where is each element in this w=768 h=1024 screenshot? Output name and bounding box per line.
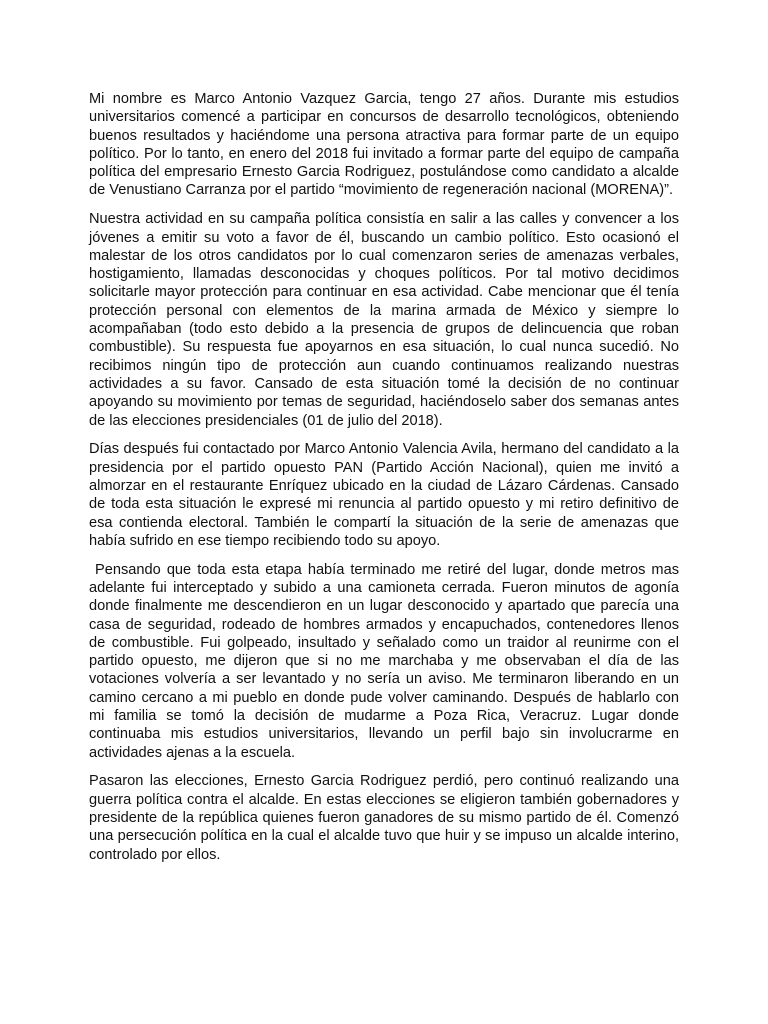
paragraph-4: Pensando que toda esta etapa había terminado me retiré del lugar, donde metros mas adelante fui interceptado y subido a una camioneta cerrada. Fueron minutos de agonía donde finalmente me descendieron en un lugar desconocido y apartado que parecía una casa de seguridad, rodeado de hombres armados y encapuchados, contenedores llenos de combustible. Fui golpeado, insultado y señalado como un traidor al reunirme con el partido opuesto, me dijeron que si no me marchaba y me observaban el día de las votaciones volvería a ser levantado y no sería un aviso. Me terminaron liberando en un camino cercano a mi pueblo en donde pude volver caminando. Después de hablarlo con mi familia se tomó la decisión de mudarme a Poza Rica, Veracruz. Lugar donde continuaba mis estudios universitarios, llevando un perfil bajo sin involucrarme en actividades ajenas a la escuela. bbox=[89, 561, 684, 761]
paragraph-3: Días después fui contactado por Marco Antonio Valencia Avila, hermano del candidato a la presidencia por el partido opuesto PAN (Partido Acción Nacional), quien me invitó a almorzar en el restaurante Enríquez ubicado en la ciudad de Lázaro Cárdenas. Cansado de toda esta situación le expresé mi renuncia al partido opuesto y mi retiro definitivo de esa contienda electoral. También le compartí la situación de la serie de amenazas que había sufrido en ese tiempo recibiendo todo su apoyo. bbox=[89, 441, 679, 549]
document-body bbox=[89, 90, 684, 874]
paragraph-2: Nuestra actividad en su campaña política consistía en salir a las calles y convencer a los jóvenes a emitir su voto a favor de él, buscando un cambio político. Esto ocasionó el malestar de los otros candidatos por lo cual comenzaron series de amenazas verbales, hostigamiento, llamadas desconocidas y choques políticos. Por tal motivo decidimos solicitarle mayor protección para continuar en esa actividad. Cabe mencionar que él tenía protección personal con elementos de la marina armada de México y siempre lo acompañaban (todo esto debido a la presencia de grupos de delincuencia que roban combustible). Su respuesta fue apoyarnos en esa situación, lo cual nunca sucedió. No recibimos ningún tipo de protección aun cuando continuamos realizando nuestras actividades a su favor. Cansado de esta situación tomé la decisión de no continuar apoyando su movimiento por temas de seguridad, haciéndoselo saber dos semanas antes de las elecciones presidenciales (01 de julio del 2018). bbox=[89, 211, 679, 429]
paragraph-5: Pasaron las elecciones, Ernesto Garcia Rodriguez perdió, pero continuó realizando una guerra política contra el alcalde. En estas elecciones se eligieron también gobernadores y presidente de la república quienes fueron ganadores de su mismo partido de él. Comenzó una persecución política en la cual el alcalde tuvo que huir y se impuso un alcalde interino, controlado por ellos. bbox=[89, 773, 679, 863]
paragraph-1: Mi nombre es Marco Antonio Vazquez Garcia, tengo 27 años. Durante mis estudios universitarios comencé a participar en concursos de desarrollo tecnológicos, obteniendo buenos resultados y haciéndome una persona atractiva para formar parte de un equipo político. Por lo tanto, en enero del 2018 fui invitado a formar parte del equipo de campaña política del empresario Ernesto Garcia Rodriguez, postulándose como candidato a alcalde de Venustiano Carranza por el partido “movimiento de regeneración nacional (MORENA)”. bbox=[89, 91, 679, 199]
